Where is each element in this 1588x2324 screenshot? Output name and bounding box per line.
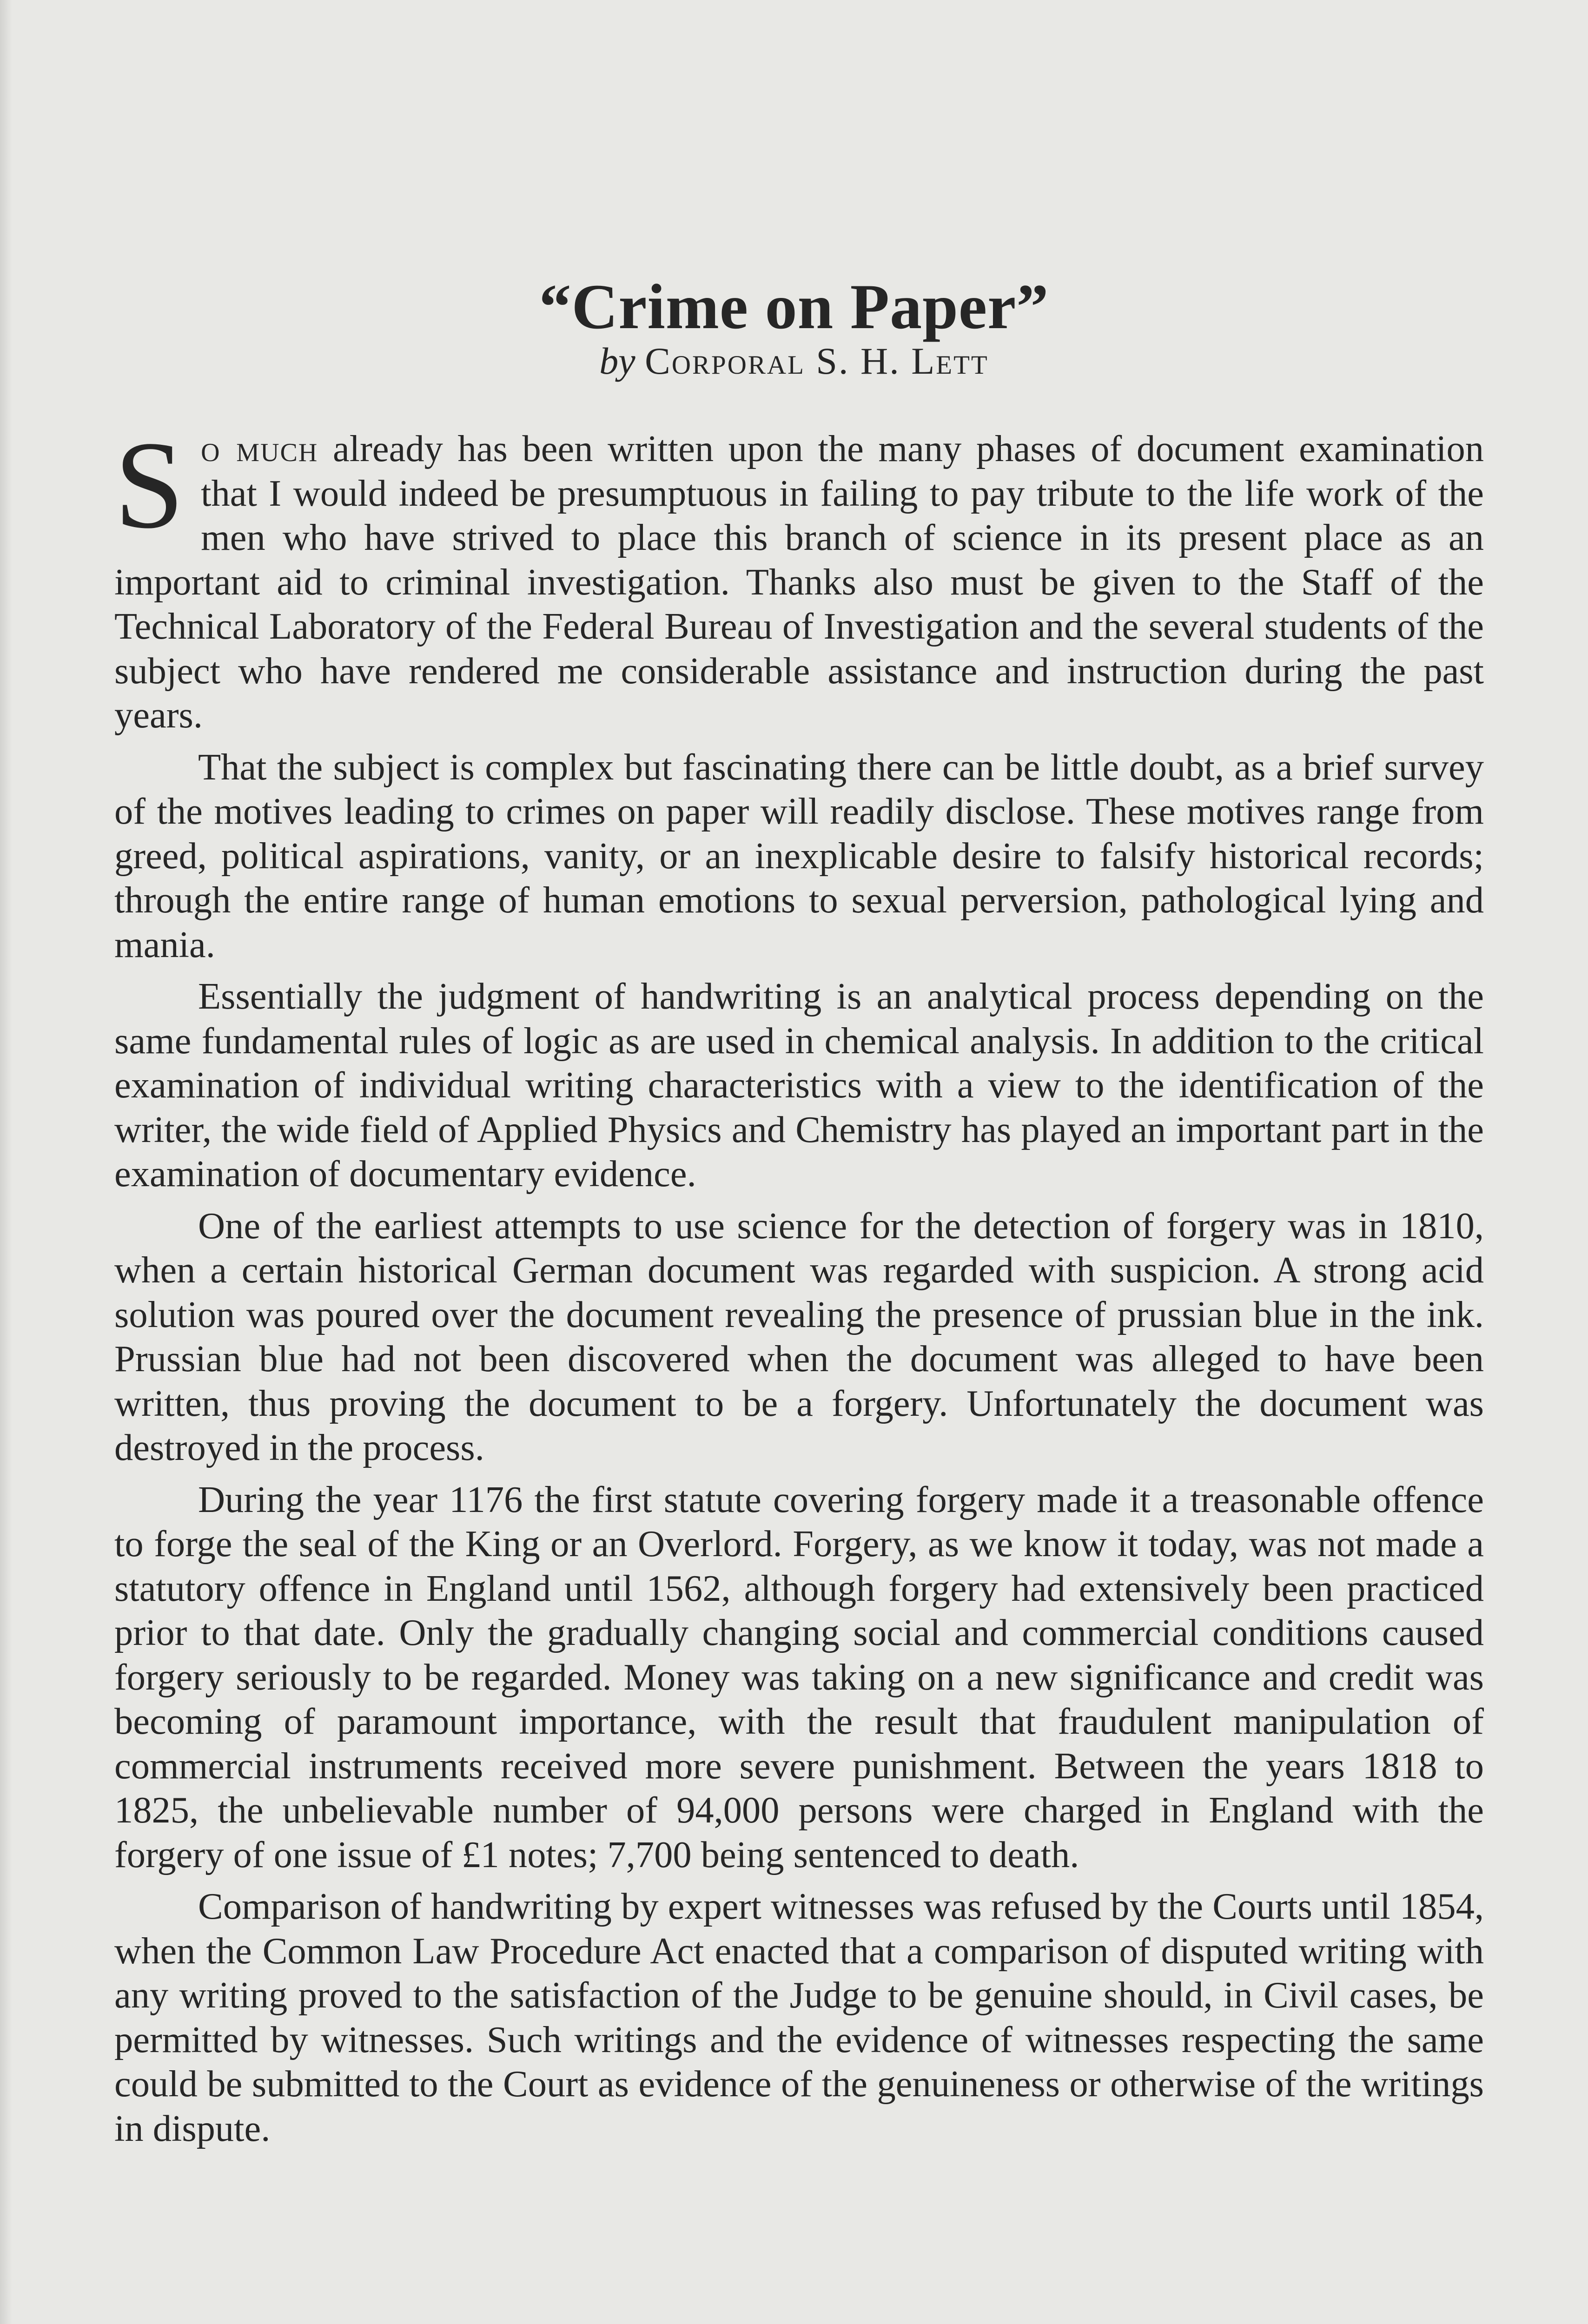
drop-cap: S: [114, 416, 185, 555]
paragraph-3: Essentially the judgment of handwriting is an analytical process depending on the same fundamental rules of logic as are used in chemical analysis. In addition to the critical examination of individual writing characteristics with a view to the identification of the writer, the wide field of Applied Physics and Chemistry has played an important part in the examination of documentary evidence.: [114, 976, 1484, 1195]
byline: [0, 338, 1588, 384]
paragraph-1: [114, 416, 1484, 738]
paragraph-2: That the subject is complex but fascinating there can be little doubt, as a brief survey of the motives leading to crimes on paper will readily disclose. These motives range from greed, political aspirations, vanity, or an inexplicable desire to falsify historical records; through the entire range of human emotions to sexual perversion, pathological lying and mania.: [114, 746, 1484, 965]
paragraph-6: Comparison of handwriting by expert witnesses was refused by the Courts until 1854, when the Common Law Procedure Act enacted that a comparison of disputed writing with any writing proved to the satisfaction of the Judge to be genuine should, in Civil cases, be permitted by witnesses. Such writings and the evidence of witnesses respecting the same could be submitted to the Court as evidence of the genuineness or otherwise of the writings in dispute.: [114, 1886, 1484, 2149]
lead-in-small-caps: o much: [201, 428, 318, 469]
paragraph-5: During the year 1176 the first statute covering forgery made it a treasonable offence to forge the seal of the King or an Overlord. Forgery, as we know it today, was not made a statutory offence in England until 1562, although forgery had extensively been practiced prior to that date. Only the gradually changing social and commercial conditions caused forgery seriously to be regarded. Money was taking on a new significance and credit was becoming of paramount importance, with the result that fraudulent manipulation of commercial instruments received more severe punishment. Between the years 1818 to 1825, the unbelievable number of 94,000 persons were charged in England with the forgery of one issue of £1 notes; 7,700 being sentenced to death.: [114, 1479, 1484, 1875]
article-title: “Crime on Paper”: [539, 271, 1049, 343]
paragraph-4: One of the earliest attempts to use science for the detection of forgery was in 1810, when a certain historical German document was regarded with suspicion. A strong acid solution was poured over the document revealing the presence of prussian blue in the ink. Prussian blue had not been discovered when the document was alleged to have been written, thus proving the document to be a forgery. Unfortunately the document was destroyed in the process.: [114, 1205, 1484, 1468]
byline-prefix: by: [599, 340, 635, 382]
article-body: [114, 416, 1484, 2158]
author-name: Corporal S. H. Lett: [645, 340, 989, 382]
paragraph-1-text: already has been written upon the many phases of document examination that I would indeed be presumptuous in failing to pay tribute to the life work of the men who have strived to place this branch of science in its present place as an important aid to criminal investigation. Thanks also must be given to the Staff of the Technical Laboratory of the Federal Bureau of Investigation and the several students of the subject who have rendered me considerable assistance and instruction during the past years.: [114, 428, 1484, 736]
